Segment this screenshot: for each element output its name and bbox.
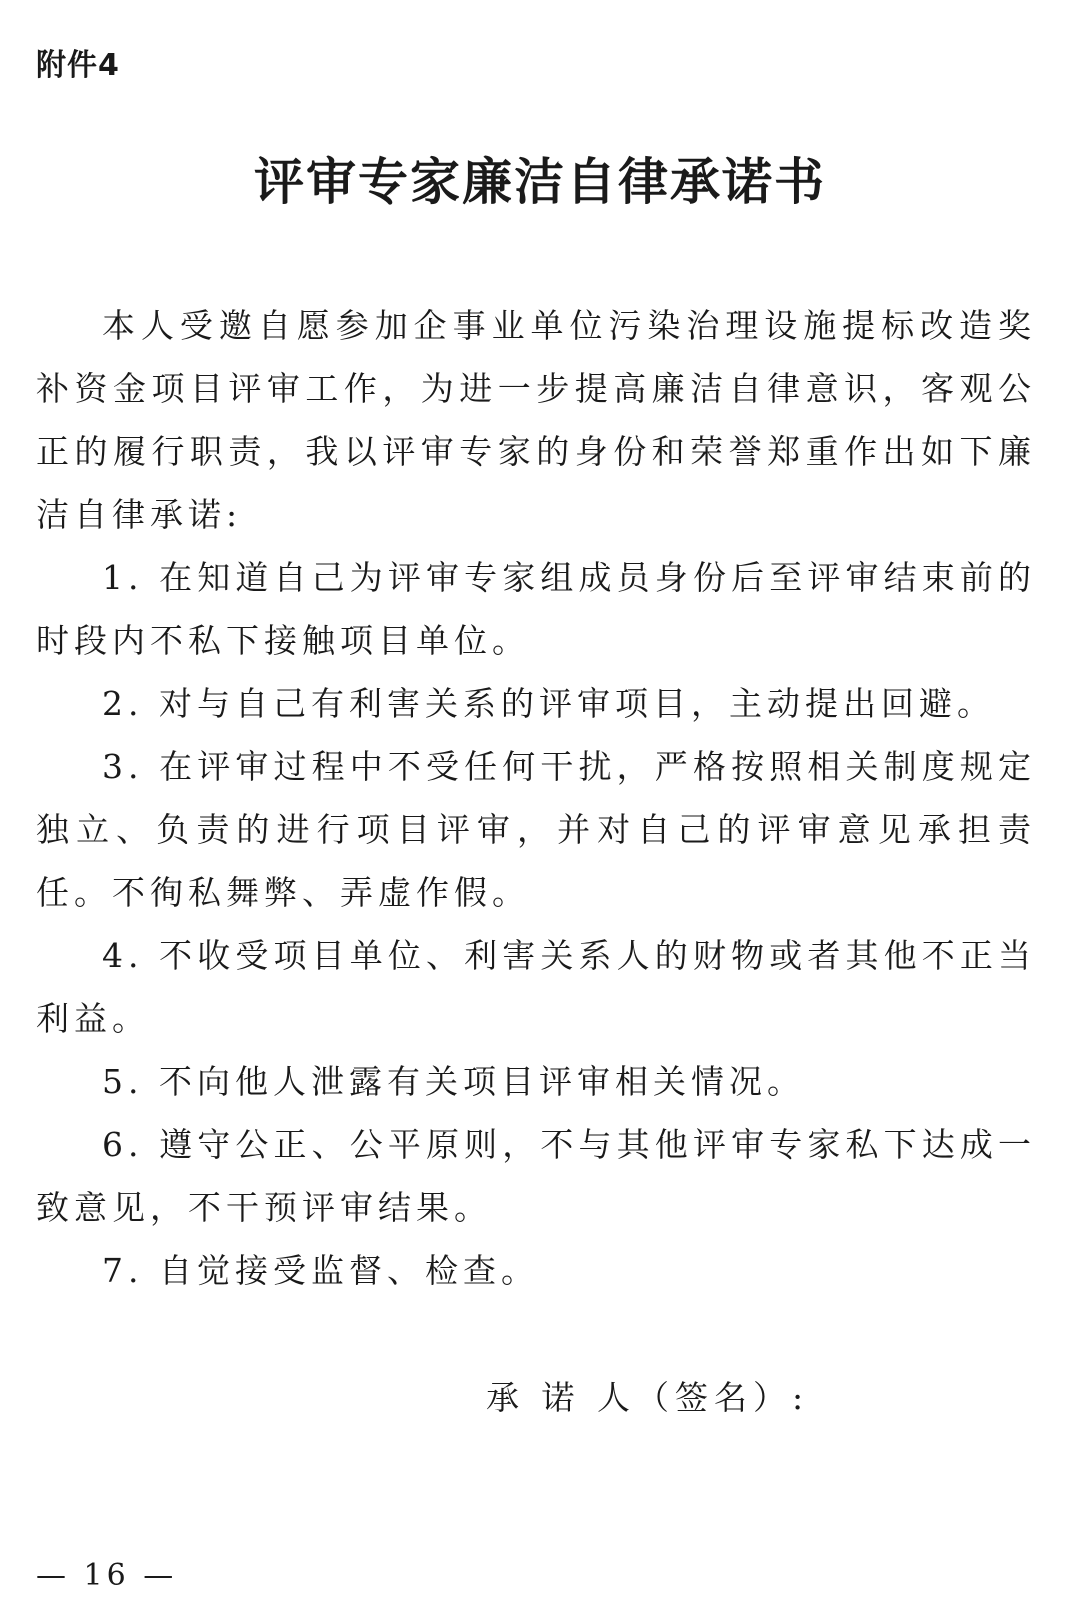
commitment-item-6: 6. 遵守公正、公平原则，不与其他评审专家私下达成一致意见，不干预评审结果。 (36, 1125, 1036, 1227)
page-number: — 16 — (36, 1558, 178, 1593)
commitment-item-4: 4. 不收受项目单位、利害关系人的财物或者其他不正当利益。 (36, 936, 1036, 1038)
document-title: 评审专家廉洁自律承诺书 (254, 153, 826, 211)
commitment-item-2: 2. 对与自己有利害关系的评审项目，主动提出回避。 (102, 684, 995, 723)
attachment-label: 附件4 (36, 48, 120, 83)
commitment-item-1: 1. 在知道自己为评审专家组成员身份后至评审结束前的时段内不私下接触项目单位。 (36, 558, 1036, 660)
commitment-item-5: 5. 不向他人泄露有关项目评审相关情况。 (102, 1062, 805, 1101)
signature-label: 承 诺 人（签名）: (486, 1378, 810, 1417)
document-body (36, 294, 1036, 1302)
commitment-item-7: 7. 自觉接受监督、检查。 (102, 1251, 539, 1290)
commitment-item-3: 3. 在评审过程中不受任何干扰，严格按照相关制度规定独立、负责的进行项目评审，并对自己的评审意见承担责任。不徇私舞弊、弄虚作假。 (36, 747, 1036, 912)
intro-paragraph: 本人受邀自愿参加企事业单位污染治理设施提标改造奖补资金项目评审工作，为进一步提高廉洁自律意识，客观公正的履行职责，我以评审专家的身份和荣誉郑重作出如下廉洁自律承诺: (36, 306, 1036, 534)
